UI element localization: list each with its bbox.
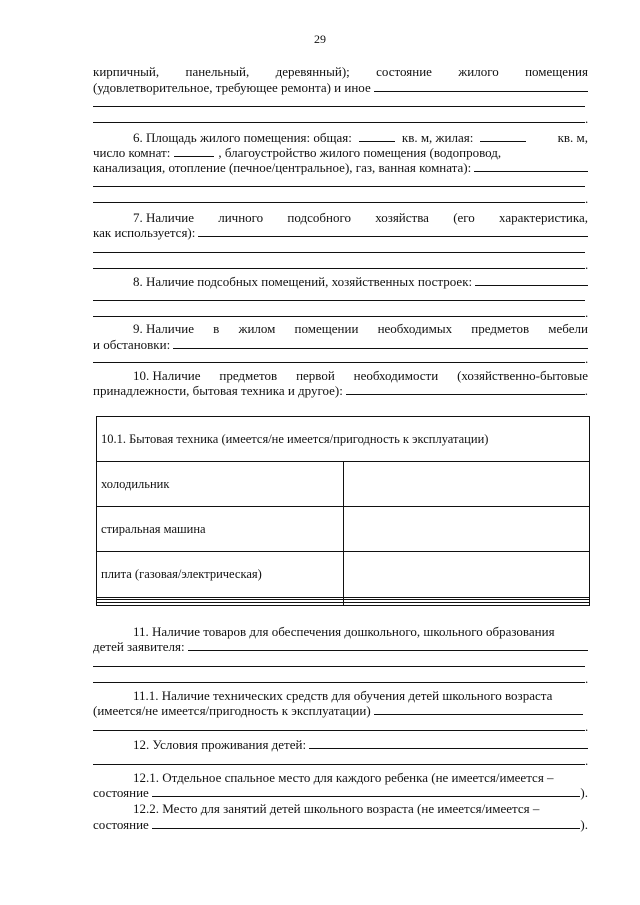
s5-line1 — [93, 64, 588, 80]
s10-word: первой — [296, 368, 335, 383]
s7-end-dot: . — [585, 257, 589, 272]
s12-1-state-field[interactable] — [152, 785, 581, 797]
s5-word: кирпичный, — [93, 64, 160, 79]
s12-1-line1 — [93, 770, 588, 786]
s7-fill-field[interactable] — [198, 225, 588, 237]
s7-word: подсобного — [287, 210, 351, 225]
table-row — [97, 552, 590, 597]
s5-word: жилого — [458, 64, 499, 79]
s12-2-line1 — [93, 801, 588, 817]
s11-1-line1 — [93, 688, 588, 704]
s12-blank-line[interactable] — [93, 764, 585, 765]
s11-1-line2-text: (имеется/не имеется/пригодность к эксплуатации) — [93, 703, 371, 718]
s11-line2 — [93, 639, 588, 655]
s7-word: хозяйства — [375, 210, 429, 225]
s8-blank-line[interactable] — [93, 316, 585, 317]
s6-living-label: кв. м, жилая: — [401, 130, 474, 145]
s6-end-dot: . — [585, 191, 589, 206]
s8-blank-line[interactable] — [93, 300, 585, 301]
s11-1-end-dot: . — [585, 719, 589, 734]
s7-line2-text: как используется): — [93, 225, 196, 240]
s11-1-blank-line[interactable] — [93, 730, 585, 731]
s12-end-dot: . — [585, 753, 589, 768]
s9-line1 — [93, 321, 588, 337]
s6-line3 — [93, 160, 588, 176]
s6-rooms-label: число комнат: — [93, 145, 171, 160]
s9-fill-field[interactable] — [173, 337, 588, 349]
table-header-row — [97, 417, 590, 462]
s8-line1-text: 8. Наличие подсобных помещений, хозяйственных построек: — [133, 274, 473, 289]
s12-1-line1-text: 12.1. Отдельное спальное место для каждого ребенка (не имеется/имеется – — [133, 770, 554, 785]
table-cell-item: плита (газовая/электрическая) — [97, 552, 344, 597]
s5-line2-text: (удовлетворительное, требующее ремонта) и иное — [93, 80, 371, 95]
s11-1-fill-field[interactable] — [374, 703, 583, 715]
s7-line2 — [93, 225, 588, 241]
s7-blank-line[interactable] — [93, 268, 585, 269]
s12-line1-text: 12. Условия проживания детей: — [133, 737, 307, 752]
s7-blank-line[interactable] — [93, 252, 585, 253]
s7-word: (его — [453, 210, 475, 225]
s6-blank-line[interactable] — [93, 186, 585, 187]
s6-total-area-field[interactable] — [359, 130, 395, 142]
s6-line3-text: канализация, отопление (печное/центральное), газ, ванная комната): — [93, 160, 472, 175]
s12-2-state-label: состояние — [93, 817, 149, 832]
table-cell-value[interactable] — [343, 507, 590, 552]
page-number: 29 — [314, 32, 326, 46]
s12-fill-field[interactable] — [309, 737, 588, 749]
s5-word: помещения — [525, 64, 588, 79]
s8-end-dot: . — [585, 305, 589, 320]
table-row — [97, 462, 590, 507]
s12-2-state-field[interactable] — [152, 817, 581, 829]
table-cell-value[interactable] — [343, 603, 590, 606]
s10-word: 10. Наличие — [133, 368, 201, 383]
table-row — [97, 507, 590, 552]
s10-word: предметов — [219, 368, 278, 383]
s9-word: необходимых — [377, 321, 453, 336]
table-cell-item: стиральная машина — [97, 507, 344, 552]
table-cell-value[interactable] — [343, 552, 590, 597]
s5-blank-line[interactable] — [93, 122, 585, 123]
s9-word: в — [213, 321, 220, 336]
s10-end-dot: . — [584, 383, 588, 398]
s5-end-dot: . — [585, 111, 589, 126]
s7-word: личного — [218, 210, 264, 225]
table-cell-value[interactable] — [343, 462, 590, 507]
table-header: 10.1. Бытовая техника (имеется/не имеется/пригодность к эксплуатации) — [97, 417, 590, 462]
table-cell-item[interactable] — [97, 603, 344, 606]
s12-1-close: ). — [580, 785, 588, 800]
s9-word: мебели — [548, 321, 588, 336]
s6-line1 — [93, 130, 588, 146]
s8-fill-field[interactable] — [475, 274, 588, 286]
s11-1-line1-text: 11.1. Наличие технических средств для обучения детей школьного возраста — [133, 688, 553, 703]
s6-unit: кв. м, — [557, 130, 588, 145]
table-row — [97, 603, 590, 606]
s10-line2 — [93, 383, 588, 399]
s5-word: состояние — [376, 64, 432, 79]
s5-blank-line[interactable] — [93, 106, 585, 107]
s9-word: 9. Наличие — [133, 321, 194, 336]
s11-line1 — [93, 624, 588, 640]
s10-line1 — [93, 368, 588, 384]
s12-1-line2 — [93, 785, 588, 801]
s12-2-line2 — [93, 817, 588, 833]
s11-end-dot: . — [585, 671, 589, 686]
s12-1-state-label: состояние — [93, 785, 149, 800]
s6-amenities-label: , благоустройство жилого помещения (водопровод, — [218, 145, 502, 160]
s5-fill-field[interactable] — [374, 80, 588, 92]
s11-line1-text: 11. Наличие товаров для обеспечения дошкольного, школьного образования — [133, 624, 555, 639]
s11-line2-text: детей заявителя: — [93, 639, 185, 654]
s5-line2 — [93, 80, 588, 96]
s8-line1 — [93, 274, 588, 290]
s5-word: деревянный); — [275, 64, 350, 79]
s6-area-label: 6. Площадь жилого помещения: общая: — [133, 130, 352, 145]
s11-blank-line[interactable] — [93, 666, 585, 667]
s9-word: предметов — [471, 321, 530, 336]
s10-word: необходимости — [353, 368, 439, 383]
s12-line1 — [93, 737, 588, 753]
appliances-table — [96, 416, 590, 606]
s9-word: помещении — [294, 321, 359, 336]
s9-line2-text: и обстановки: — [93, 337, 171, 352]
s9-end-dot: . — [585, 351, 589, 366]
s7-word: 7. Наличие — [133, 210, 194, 225]
s6-blank-line[interactable] — [93, 202, 585, 203]
s6-fill-field[interactable] — [474, 160, 588, 172]
s6-line2 — [93, 145, 588, 161]
s7-line1 — [93, 210, 588, 226]
s10-fill-field[interactable] — [346, 383, 585, 395]
s9-line2 — [93, 337, 588, 353]
s7-word: характеристика, — [499, 210, 588, 225]
s10-line2-text: принадлежности, бытовая техника и другое): — [93, 383, 343, 398]
s11-fill-field[interactable] — [188, 639, 588, 651]
s9-blank-line[interactable] — [93, 362, 585, 363]
s12-2-line1-text: 12.2. Место для занятий детей школьного возраста (не имеется/имеется – — [133, 801, 540, 816]
s6-living-area-field[interactable] — [480, 130, 526, 142]
s11-blank-line[interactable] — [93, 682, 585, 683]
s6-rooms-field[interactable] — [174, 145, 214, 157]
s12-2-close: ). — [580, 817, 588, 832]
s11-1-line2 — [93, 703, 583, 719]
s10-word: (хозяйственно-бытовые — [457, 368, 588, 383]
table-cell-item: холодильник — [97, 462, 344, 507]
s9-word: жилом — [238, 321, 276, 336]
s5-word: панельный, — [185, 64, 250, 79]
